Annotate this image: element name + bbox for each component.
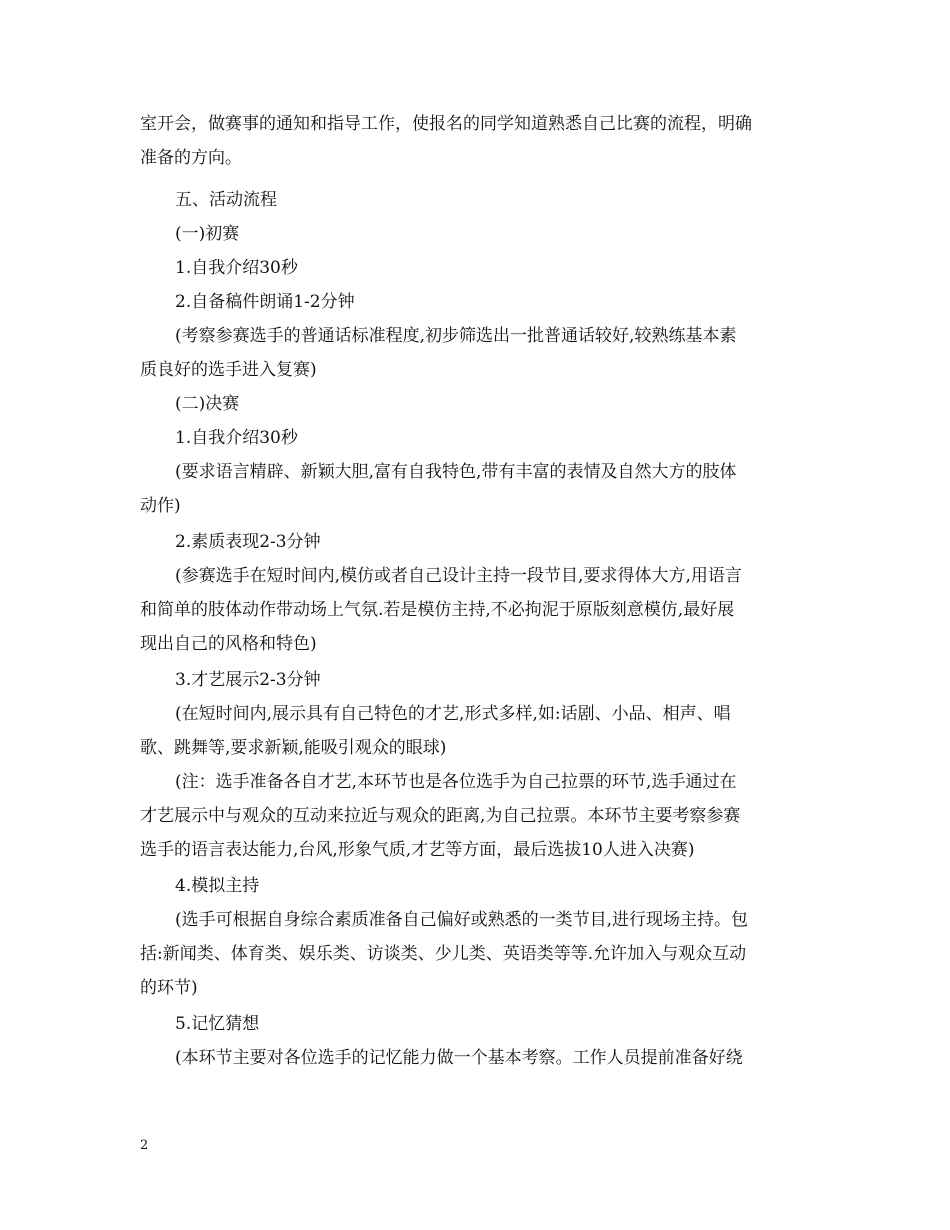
paragraph-line: 动作) [140, 496, 181, 516]
list-item: 5.记忆猜想 [175, 1014, 260, 1034]
paragraph-line: (选手可根据自身综合素质准备自己偏好或熟悉的一类节目,进行现场主持。包 [175, 910, 749, 930]
paragraph-line: (考察参赛选手的普通话标准程度,初步筛选出一批普通话较好,较熟练基本素 [175, 326, 737, 346]
paragraph-line: 的环节) [140, 978, 198, 998]
paragraph-line: 才艺展示中与观众的互动来拉近与观众的距离,为自己拉票。本环节主要考察参赛 [140, 806, 741, 826]
paragraph-line: (要求语言精辟、新颖大胆,富有自我特色,带有丰富的表情及自然大方的肢体 [175, 462, 737, 482]
subsection-heading: (一)初赛 [175, 224, 240, 244]
paragraph-line: (参赛选手在短时间内,模仿或者自己设计主持一段节目,要求得体大方,用语言 [175, 566, 742, 586]
paragraph-line: 质良好的选手进入复赛) [140, 360, 317, 380]
list-item: 1.自我介绍30秒 [175, 428, 298, 448]
paragraph-line: (在短时间内,展示具有自己特色的才艺,形式多样,如:话剧、小品、相声、唱 [175, 704, 731, 724]
list-item: 1.自我介绍30秒 [175, 258, 298, 278]
paragraph-line: 准备的方向。 [140, 148, 242, 168]
paragraph-line: 室开会，做赛事的通知和指导工作，使报名的同学知道熟悉自己比赛的流程，明确 [140, 114, 752, 134]
subsection-heading: (二)决赛 [175, 394, 240, 414]
paragraph-line: 歌、跳舞等,要求新颖,能吸引观众的眼球) [140, 738, 447, 758]
list-item: 2.素质表现2-3分钟 [175, 532, 321, 552]
list-item: 4.模拟主持 [175, 876, 260, 896]
paragraph-line: 和简单的肢体动作带动场上气氛.若是模仿主持,不必拘泥于原版刻意模仿,最好展 [140, 600, 735, 620]
paragraph-line: 括:新闻类、体育类、娱乐类、访谈类、少儿类、英语类等等.允许加入与观众互动 [140, 944, 747, 964]
page-number: 2 [140, 1138, 149, 1153]
list-item: 2.自备稿件朗诵1-2分钟 [175, 292, 355, 312]
paragraph-line: 选手的语言表达能力,台风,形象气质,才艺等方面，最后选拔10人进入决赛) [140, 840, 695, 860]
paragraph-line: 现出自己的风格和特色) [140, 634, 317, 654]
list-item: 3.才艺展示2-3分钟 [175, 670, 321, 690]
section-heading: 五、活动流程 [175, 190, 277, 210]
paragraph-line: (注：选手准备各自才艺,本环节也是各位选手为自己拉票的环节,选手通过在 [175, 772, 737, 792]
paragraph-line: (本环节主要对各位选手的记忆能力做一个基本考察。工作人员提前准备好绕 [175, 1048, 743, 1068]
